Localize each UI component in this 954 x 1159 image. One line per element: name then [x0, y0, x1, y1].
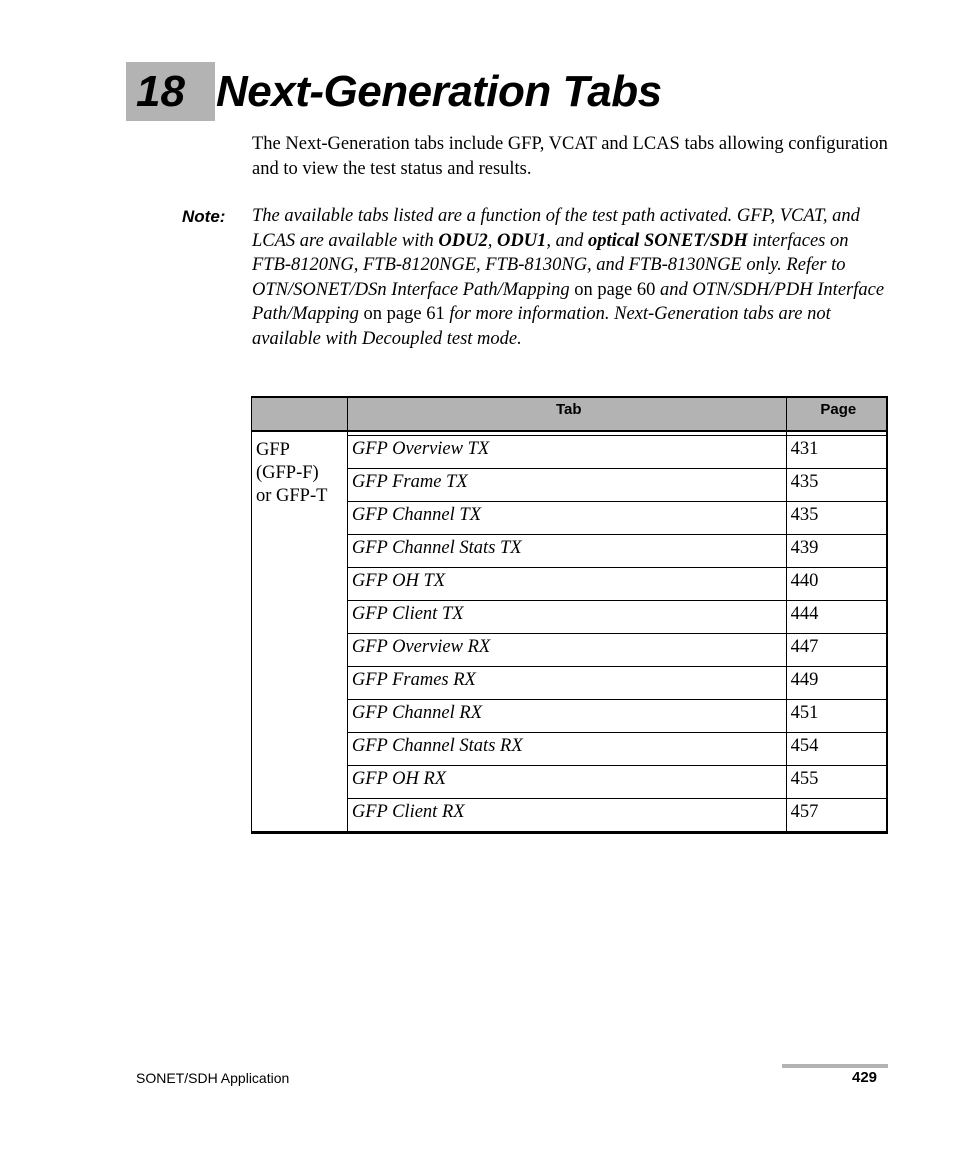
tab-name-cell: GFP Channel Stats RX: [347, 733, 786, 766]
table-header-row: [252, 397, 888, 431]
table-row: [252, 700, 888, 733]
page-number-cell: 444: [786, 601, 887, 634]
page-number-cell: 457: [786, 799, 887, 833]
tab-name-cell: GFP OH RX: [347, 766, 786, 799]
group-label: or GFP-T: [256, 485, 328, 506]
tab-name-cell: GFP Channel Stats TX: [347, 535, 786, 568]
note-text: The available tabs listed are a function of the test path activated. GFP, VCAT, and LCAS are available with ODU2, ODU1, and optical SONET/SDH interfaces on FTB-8120NG, FTB-8120NGE, FTB-8130NG, and FTB-8130NGE only. Refer to OTN/SONET/DSn Interface Path/Mapping on page 60 and OTN/SDH/PDH Interface Path/Mapping on page 61 for more information. Next-Generation tabs are not available with Decoupled test mode.: [252, 206, 885, 349]
table-row: [252, 667, 888, 700]
page-number-cell: 451: [786, 700, 887, 733]
table-header-tab: Tab: [347, 397, 786, 431]
page-number-cell: 440: [786, 568, 887, 601]
page-number-cell: 454: [786, 733, 887, 766]
page-number-cell: 431: [786, 436, 887, 469]
page-number-cell: 439: [786, 535, 887, 568]
table-row: [252, 535, 888, 568]
table-row: [252, 469, 888, 502]
page-number-cell: 449: [786, 667, 887, 700]
table-row: [252, 766, 888, 799]
group-label: GFP: [256, 439, 290, 460]
tabs-table: [251, 396, 888, 834]
page-number-cell: 435: [786, 469, 887, 502]
footer-title: SONET/SDH Application: [136, 1070, 290, 1086]
intro-paragraph: The Next-Generation tabs include GFP, VCAT and LCAS tabs allowing configuration and to view the test status and results.: [252, 134, 888, 179]
footer-page-number: 429: [852, 1069, 878, 1086]
table-row: [252, 799, 888, 833]
group-cell: [252, 436, 348, 833]
chapter-number: 18: [136, 67, 185, 116]
table-header-group: [252, 397, 348, 431]
tab-name-cell: GFP Overview TX: [347, 436, 786, 469]
tab-name-cell: GFP Frame TX: [347, 469, 786, 502]
tab-name-cell: GFP Overview RX: [347, 634, 786, 667]
group-label: (GFP-F): [256, 462, 319, 483]
table-header-page: Page: [786, 397, 887, 431]
tab-name-cell: GFP Channel TX: [347, 502, 786, 535]
tab-name-cell: GFP Channel RX: [347, 700, 786, 733]
table-row: [252, 502, 888, 535]
table-row: [252, 733, 888, 766]
page-number-cell: 455: [786, 766, 887, 799]
tab-name-cell: GFP Frames RX: [347, 667, 786, 700]
table-row: [252, 568, 888, 601]
cross-reference-link[interactable]: OTN/SDH/PDH Interface Path/Mapping: [252, 279, 885, 325]
page-number-cell: 447: [786, 634, 887, 667]
tab-name-cell: GFP Client TX: [347, 601, 786, 634]
footer-rule: [782, 1064, 888, 1068]
tab-name-cell: GFP Client RX: [347, 799, 786, 833]
cross-reference-link[interactable]: OTN/SONET/DSn Interface Path/Mapping: [252, 279, 570, 300]
table-row: [252, 436, 888, 469]
note-label: Note:: [182, 207, 226, 226]
table-row: [252, 601, 888, 634]
page-title: Next-Generation Tabs: [216, 67, 662, 116]
table-row: [252, 634, 888, 667]
tab-name-cell: GFP OH TX: [347, 568, 786, 601]
page-number-cell: 435: [786, 502, 887, 535]
